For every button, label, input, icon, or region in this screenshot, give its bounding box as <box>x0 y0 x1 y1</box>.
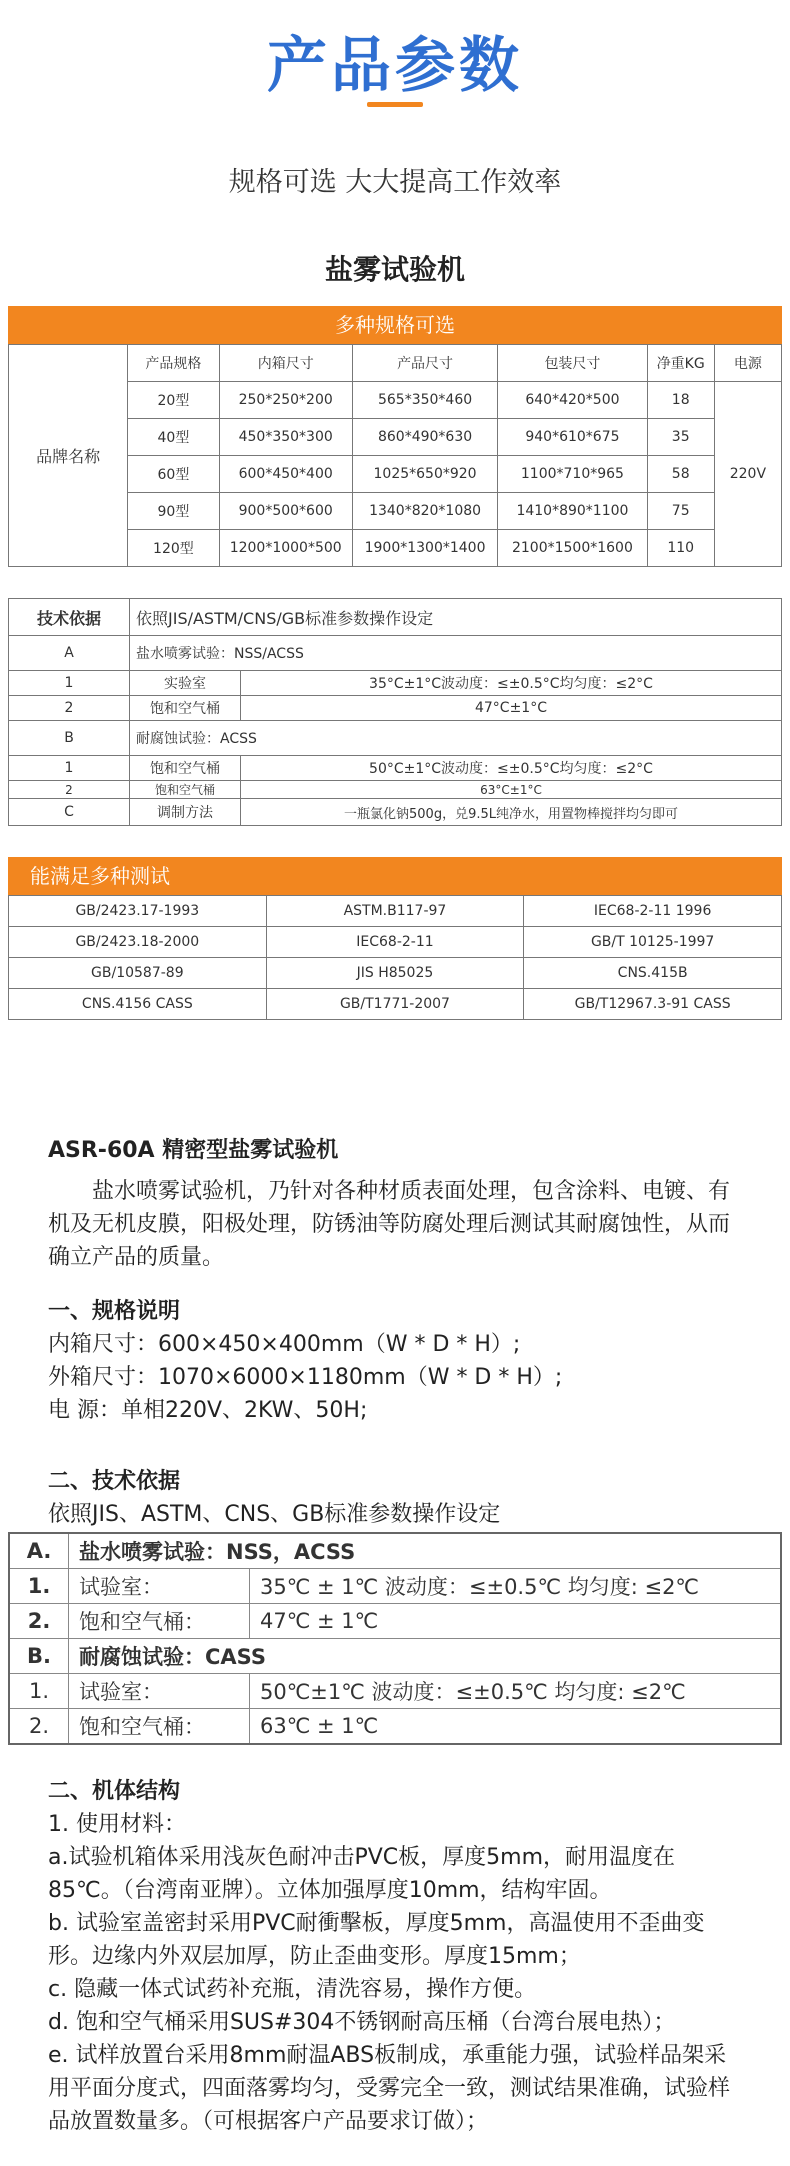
spec-header: 包装尺寸 <box>498 345 647 382</box>
test-cell: JIS H85025 <box>266 958 524 989</box>
brand-label: 品牌名称 <box>9 345 128 567</box>
spec-cell: 110 <box>647 530 714 567</box>
table-row <box>9 927 782 958</box>
spec-header: 净重KG <box>647 345 714 382</box>
structure-section <box>48 1775 748 2138</box>
test-cell: ASTM.B117-97 <box>266 896 524 927</box>
standard-no: 1 <box>9 671 130 696</box>
standard-value: 一瓶氯化钠500g，兑9.5L纯净水，用置物棒搅拌均匀即可 <box>241 799 782 826</box>
spec-cell: 940*610*675 <box>498 419 647 456</box>
spec-cell: 1900*1300*1400 <box>352 530 497 567</box>
doc-title: ASR-60A 精密型盐雾试验机 <box>48 1138 339 1163</box>
tech-name: 盐水喷雾试验：NSS，ACSS <box>69 1533 782 1569</box>
table-row <box>9 896 782 927</box>
spec-line: 电 源：单相220V、2KW、50H; <box>48 1398 368 1423</box>
tech-name: 试验室： <box>69 1674 250 1709</box>
standard-name: 实验室 <box>130 671 241 696</box>
structure-line: 1. 使用材料： <box>48 1812 186 1837</box>
standard-name: 饱和空气桶 <box>130 696 241 721</box>
table-row <box>9 696 782 721</box>
power-cell: 220V <box>714 382 781 567</box>
spec-cell: 860*490*630 <box>352 419 497 456</box>
spec-cell: 35 <box>647 419 714 456</box>
tech-no: 1. <box>9 1674 69 1709</box>
table-row <box>9 636 782 671</box>
standard-no: A <box>9 636 130 671</box>
test-cell: GB/T12967.3-91 CASS <box>524 989 782 1020</box>
tech-name: 饱和空气桶： <box>69 1709 250 1745</box>
tech-no: 2. <box>9 1709 69 1745</box>
standard-no: 1 <box>9 756 130 781</box>
spec-cell: 250*250*200 <box>219 382 352 419</box>
spec-table <box>8 344 782 567</box>
spec-cell: 1410*890*1100 <box>498 493 647 530</box>
table-row <box>9 721 782 756</box>
hero-title: 产品参数 <box>267 31 523 101</box>
tech-no: B. <box>9 1639 69 1674</box>
spec-cell: 1340*820*1080 <box>352 493 497 530</box>
tech-no: 2. <box>9 1604 69 1639</box>
test-cell: GB/2423.18-2000 <box>9 927 267 958</box>
spec-band: 多种规格可选 <box>8 306 782 344</box>
basis-section <box>48 1465 748 1531</box>
section-title: 二、机体结构 <box>48 1779 181 1804</box>
hero-underline <box>367 102 423 107</box>
table-row <box>9 989 782 1020</box>
standard-value: 63°C±1°C <box>241 781 782 799</box>
tech-value: 50℃±1℃ 波动度：≤±0.5℃ 均匀度: ≤2℃ <box>250 1674 782 1709</box>
standard-value: 35°C±1°C波动度：≤±0.5°C均匀度：≤2°C <box>241 671 782 696</box>
tech-no: 1. <box>9 1569 69 1604</box>
spec-line: 外箱尺寸：1070×6000×1180mm（W * D * H）; <box>48 1365 563 1390</box>
table-row <box>9 1604 781 1639</box>
hero-subtitle: 规格可选 大大提高工作效率 <box>228 167 562 198</box>
structure-line: e. 试样放置台采用8mm耐温ABS板制成，承重能力强，试验样品架采用平面分度式，四面落雾均匀，受雾完全一致，测试结果准确，试验样品放置数量多。（可根据客户产品要求订做）； <box>48 2043 731 2134</box>
test-cell: GB/10587-89 <box>9 958 267 989</box>
table-row <box>9 1533 781 1569</box>
tech-name: 饱和空气桶： <box>69 1604 250 1639</box>
tech-table <box>8 1532 782 1745</box>
standard-no: C <box>9 799 130 826</box>
product-name: 盐雾试验机 <box>324 253 465 286</box>
spec-cell: 640*420*500 <box>498 382 647 419</box>
test-cell: IEC68-2-11 <box>266 927 524 958</box>
standard-value: 50°C±1°C波动度：≤±0.5°C均匀度：≤2°C <box>241 756 782 781</box>
spec-cell: 18 <box>647 382 714 419</box>
tech-value: 35℃ ± 1℃ 波动度：≤±0.5℃ 均匀度: ≤2℃ <box>250 1569 782 1604</box>
standard-header-row <box>9 599 782 636</box>
table-row <box>9 756 782 781</box>
spec-cell: 90型 <box>128 493 219 530</box>
standard-name: 耐腐蚀试验：ACSS <box>130 721 782 756</box>
spec-header: 产品尺寸 <box>352 345 497 382</box>
tech-name: 试验室： <box>69 1569 250 1604</box>
spec-cell: 1025*650*920 <box>352 456 497 493</box>
section-title: 一、规格说明 <box>48 1299 181 1324</box>
table-row <box>9 1709 781 1745</box>
standard-header-value: 依照JIS/ASTM/CNS/GB标准参数操作设定 <box>130 599 782 636</box>
spec-cell: 900*500*600 <box>219 493 352 530</box>
spec-cell: 120型 <box>128 530 219 567</box>
spec-cell: 60型 <box>128 456 219 493</box>
test-cell: GB/T1771-2007 <box>266 989 524 1020</box>
spec-section <box>48 1295 748 1427</box>
standard-table <box>8 598 782 826</box>
table-row <box>9 781 782 799</box>
standard-value: 47°C±1°C <box>241 696 782 721</box>
standard-no: B <box>9 721 130 756</box>
tech-no: A. <box>9 1533 69 1569</box>
spec-cell: 1100*710*965 <box>498 456 647 493</box>
spec-line: 内箱尺寸：600×450×400mm（W * D * H）; <box>48 1332 521 1357</box>
table-row <box>9 799 782 826</box>
standard-name: 调制方法 <box>130 799 241 826</box>
table-row <box>9 1674 781 1709</box>
spec-cell: 20型 <box>128 382 219 419</box>
test-cell: GB/2423.17-1993 <box>9 896 267 927</box>
spec-cell: 565*350*460 <box>352 382 497 419</box>
table-row <box>9 1569 781 1604</box>
structure-line: d. 饱和空气桶采用SUS#304不锈钢耐高压桶（台湾台展电热）； <box>48 2010 676 2035</box>
section-title: 二、技术依据 <box>48 1469 181 1494</box>
spec-header: 产品规格 <box>128 345 219 382</box>
spec-cell: 75 <box>647 493 714 530</box>
spec-cell: 40型 <box>128 419 219 456</box>
structure-line: a.试验机箱体采用浅灰色耐冲击PVC板，厚度5mm，耐用温度在85℃。（台湾南亚牌）。立体加强厚度10mm，结构牢固。 <box>48 1845 676 1903</box>
standard-name: 饱和空气桶 <box>130 756 241 781</box>
spec-cell: 58 <box>647 456 714 493</box>
test-cell: GB/T 10125-1997 <box>524 927 782 958</box>
tests-table <box>8 895 782 1020</box>
tech-value: 47℃ ± 1℃ <box>250 1604 782 1639</box>
standard-header-label: 技术依据 <box>9 599 130 636</box>
doc-intro: 盐水喷雾试验机，乃针对各种材质表面处理，包含涂料、电镀、有机及无机皮膜，阳极处理，防锈油等防腐处理后测试其耐腐蚀性，从而确立产品的质量。 <box>48 1179 731 1270</box>
table-row <box>9 1639 781 1674</box>
standard-name: 盐水喷雾试验：NSS/ACSS <box>130 636 782 671</box>
spec-cell: 600*450*400 <box>219 456 352 493</box>
standard-name: 饱和空气桶 <box>130 781 241 799</box>
tech-value: 63℃ ± 1℃ <box>250 1709 782 1745</box>
standard-no: 2 <box>9 696 130 721</box>
table-row <box>9 671 782 696</box>
table-row <box>9 958 782 989</box>
tech-name: 耐腐蚀试验：CASS <box>69 1639 782 1674</box>
spec-cell: 2100*1500*1600 <box>498 530 647 567</box>
standard-no: 2 <box>9 781 130 799</box>
spec-cell: 1200*1000*500 <box>219 530 352 567</box>
structure-line: b. 试验室盖密封采用PVC耐衝擊板，厚度5mm，高温使用不歪曲变形。边缘内外双层加厚，防止歪曲变形。厚度15mm； <box>48 1911 705 1969</box>
tests-band: 能满足多种测试 <box>8 857 782 895</box>
test-cell: CNS.415B <box>524 958 782 989</box>
spec-header: 电源 <box>714 345 781 382</box>
spec-cell: 450*350*300 <box>219 419 352 456</box>
test-cell: CNS.4156 CASS <box>9 989 267 1020</box>
basis-line: 依照JIS、ASTM、CNS、GB标准参数操作设定 <box>48 1502 501 1527</box>
test-cell: IEC68-2-11 1996 <box>524 896 782 927</box>
spec-header: 内箱尺寸 <box>219 345 352 382</box>
structure-line: c. 隐藏一体式试药补充瓶，清洗容易，操作方便。 <box>48 1977 537 2002</box>
spec-header-row <box>9 345 782 382</box>
